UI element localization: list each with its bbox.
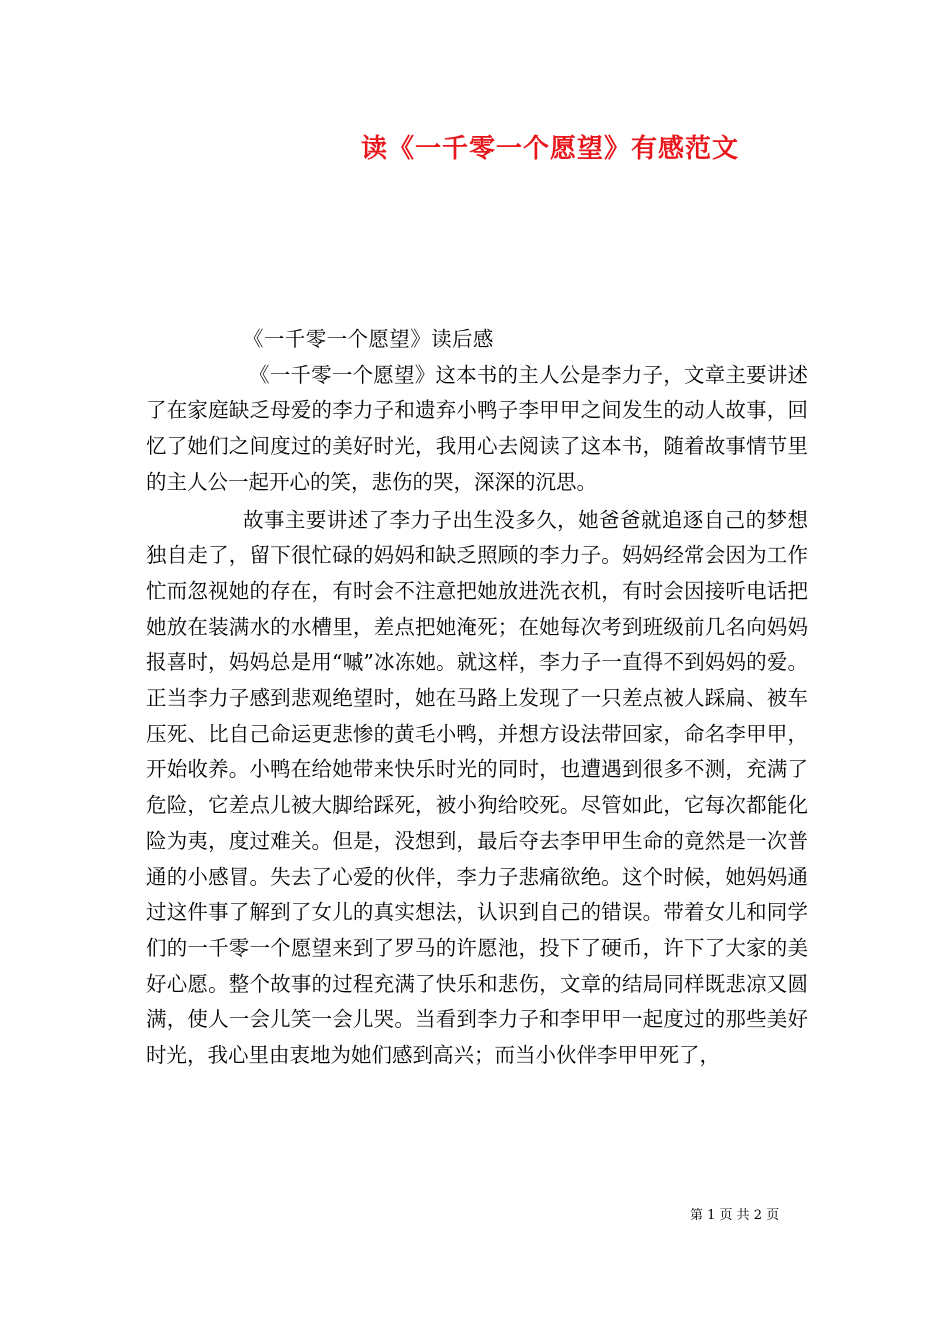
- page-number-footer: 第 1 页 共 2 页: [690, 1208, 780, 1223]
- essay-subtitle: 《一千零一个愿望》读后感: [243, 327, 494, 351]
- paragraph: 故事主要讲述了李力子出生没多久，她爸爸就追逐自己的梦想独自走了，留下很忙碌的妈妈和缺乏照顾的李力子。妈妈经常会因为工作忙而忽视她的存在，有时会不注意把她放进洗衣机，有时会因接听电话把她放在装满水的水槽里，差点把她淹死；在她每次考到班级前几名向妈妈报喜时，妈妈总是用“嘁”冰冻她。就这样，李力子一直得不到妈妈的爱。正当李力子感到悲观绝望时，她在马路上发现了一只差点被人踩扁、被车压死、比自己命运更悲惨的黄毛小鸭，并想方设法带回家，命名李甲甲，开始收养。小鸭在给她带来快乐时光的同时，也遭遇到很多不测，充满了危险，它差点儿被大脚给踩死，被小狗给咬死。尽管如此，它每次都能化险为夷，度过难关。但是，没想到，最后夺去李甲甲生命的竟然是一次普通的小感冒。失去了心爱的伙伴，李力子悲痛欲绝。这个时候，她妈妈通过这件事了解到了女儿的真实想法，认识到自己的错误。带着女儿和同学们的一千零一个愿望来到了罗马的许愿池，投下了硬币，许下了大家的美好心愿。整个故事的过程充满了快乐和悲伤，文章的结局同样既悲凉又圆满，使人一会儿笑一会儿哭。当看到李力子和李甲甲一起度过的那些美好时光，我心里由衷地为她们感到高兴；而当小伙伴李甲甲死了，: [146, 507, 808, 1068]
- document-body: [146, 322, 808, 1074]
- paragraph: 《一千零一个愿望》这本书的主人公是李力子，文章主要讲述了在家庭缺乏母爱的李力子和遗弃小鸭子李甲甲之间发生的动人故事，回忆了她们之间度过的美好时光，我用心去阅读了这本书，随着故事情节里的主人公一起开心的笑，悲伤的哭，深深的沉思。: [146, 362, 808, 494]
- document-title: 读《一千零一个愿望》有感范文: [360, 134, 739, 164]
